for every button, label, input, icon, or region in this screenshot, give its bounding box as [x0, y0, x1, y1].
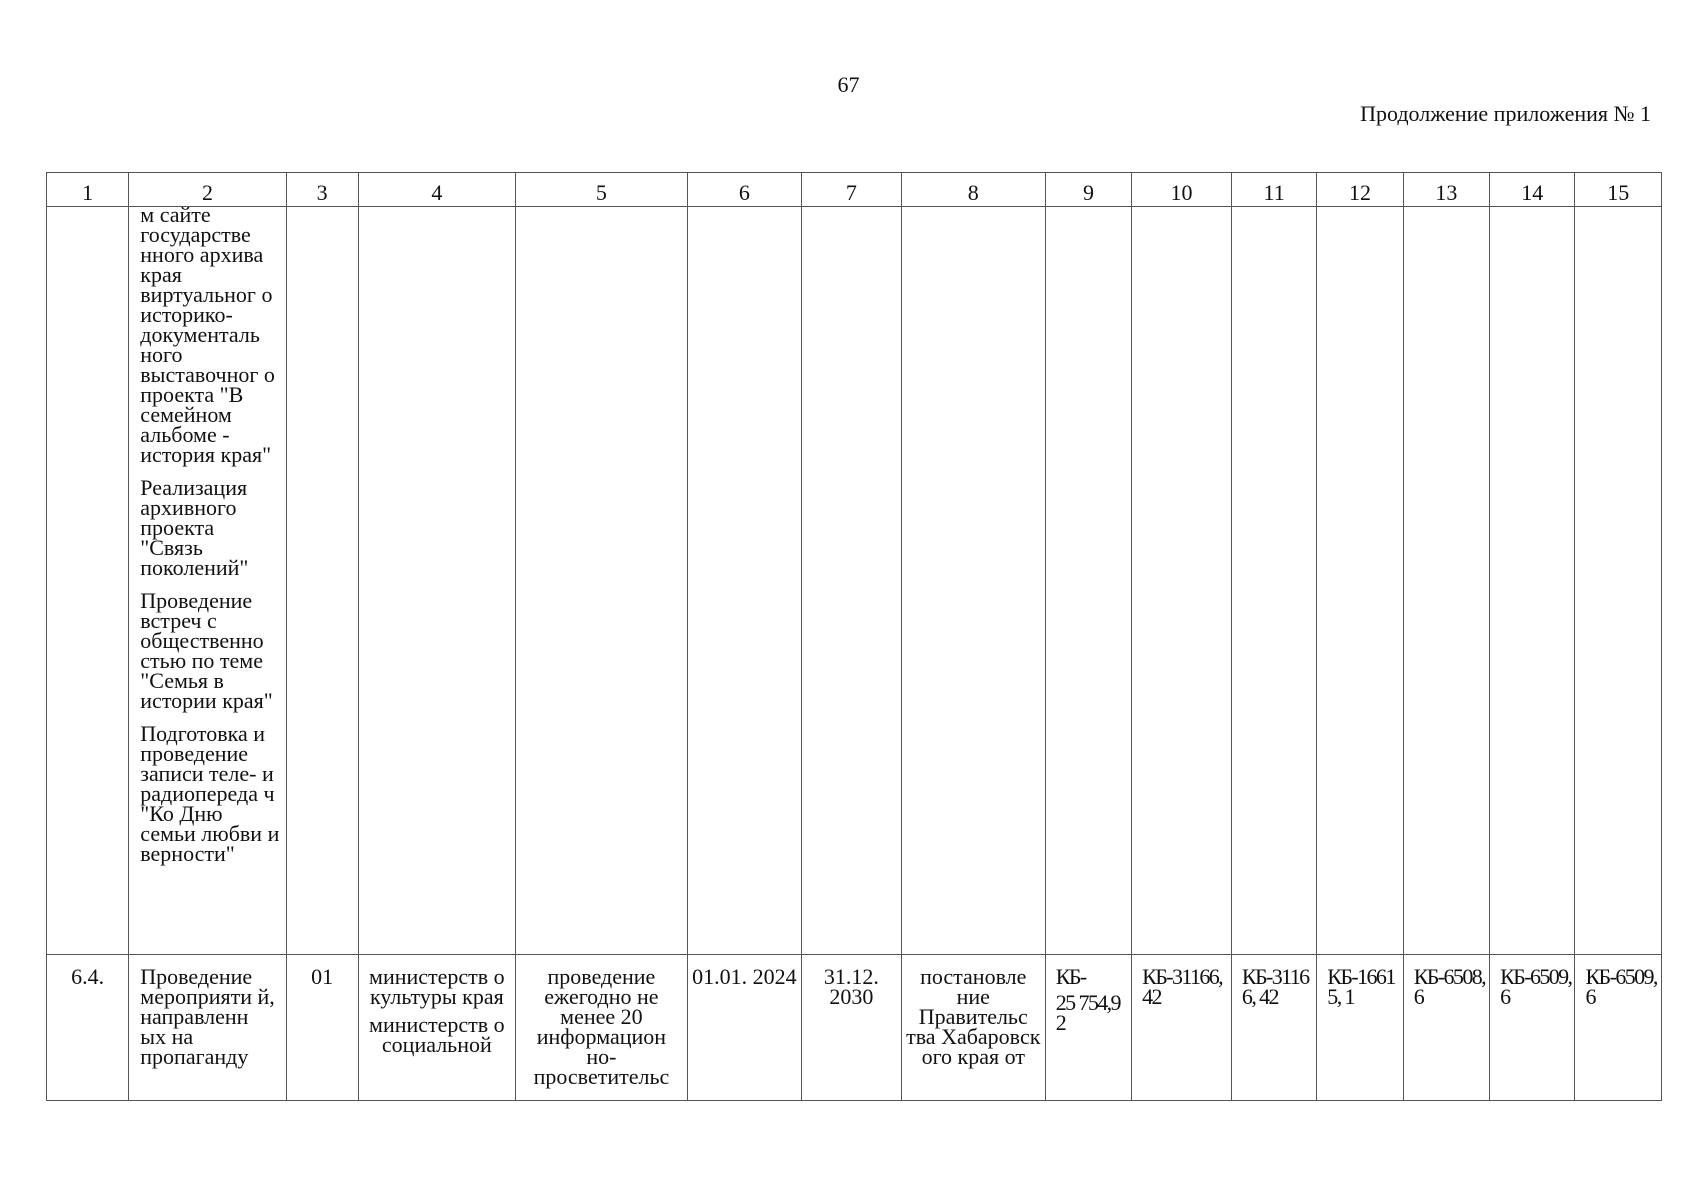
- table-cell: [901, 207, 1045, 955]
- column-number: 13: [1403, 173, 1489, 207]
- funding-value: КБ-16615, 1: [1327, 964, 1395, 1009]
- table-cell: [47, 207, 129, 955]
- program-table: [46, 172, 1662, 1101]
- column-number: 12: [1317, 173, 1403, 207]
- column-number: 4: [358, 173, 515, 207]
- column-number: 2: [129, 173, 286, 207]
- table-cell: [1045, 955, 1131, 1101]
- table-cell: [687, 207, 801, 955]
- table-cell: [1132, 955, 1232, 1101]
- table-cell: [286, 207, 358, 955]
- event-code: 01: [311, 964, 334, 989]
- table-cell: [358, 955, 515, 1101]
- table-cell: [1403, 207, 1489, 955]
- table-cell: [1575, 955, 1662, 1101]
- column-number: 1: [47, 173, 129, 207]
- table-row-continued: [47, 207, 1662, 955]
- start-date: 01.01. 2024: [692, 964, 797, 989]
- table-cell: [1490, 207, 1575, 955]
- table-cell: [1317, 207, 1403, 955]
- funding-label: КБ-: [1055, 964, 1086, 989]
- event-text: Проведение встреч с общественно стью по теме "Семья в истории края": [140, 588, 273, 713]
- funding-value: КБ-31166, 42: [1241, 964, 1309, 1009]
- column-number: 14: [1490, 173, 1575, 207]
- column-number-row: [47, 173, 1662, 207]
- table-cell: [687, 955, 801, 1101]
- funding-value: КБ-6508,6: [1413, 964, 1486, 1009]
- table-cell: [1045, 207, 1131, 955]
- table-cell: [129, 207, 286, 955]
- table-cell: [129, 955, 286, 1101]
- table-cell: [1575, 207, 1662, 955]
- table-cell: [801, 207, 901, 955]
- table-cell: [286, 955, 358, 1101]
- executor-text: министерств о социальной: [369, 1012, 505, 1057]
- funding-value: КБ-31166,42: [1142, 964, 1223, 1009]
- event-name: Проведение мероприяти й, направленн ых на пропаганду: [140, 964, 275, 1069]
- column-number: 7: [801, 173, 901, 207]
- table-row-6-4: [47, 955, 1662, 1101]
- column-number: 15: [1575, 173, 1662, 207]
- column-number: 3: [286, 173, 358, 207]
- legal-basis: постановле ние Правительс тва Хабаровск ого края от: [906, 964, 1041, 1069]
- event-text: Подготовка и проведение записи теле- и радиопереда ч "Ко Дню семьи любви и верности": [140, 721, 280, 866]
- table-cell: [1231, 955, 1316, 1101]
- table-cell: [47, 955, 129, 1101]
- table-cell: [1490, 955, 1575, 1101]
- column-number: 6: [687, 173, 801, 207]
- end-date: 31.12. 2030: [823, 964, 879, 1009]
- event-text: м сайте государстве нного архива края виртуальног о историко-документаль ного выставочног о проекта "В семейном альбоме - история края": [140, 207, 275, 467]
- expected-result: проведение ежегодно не менее 20 информацион но-просветительс: [533, 964, 670, 1089]
- column-number: 10: [1132, 173, 1232, 207]
- column-number: 11: [1231, 173, 1316, 207]
- page-number: 67: [837, 72, 860, 97]
- table-cell: [1132, 207, 1232, 955]
- executor-text: министерств о культуры края: [369, 964, 505, 1009]
- table-cell: [1403, 955, 1489, 1101]
- funding-value: 25 754,92: [1055, 990, 1120, 1035]
- table-cell: [358, 207, 515, 955]
- column-number: 5: [516, 173, 688, 207]
- table-cell: [1231, 207, 1316, 955]
- funding-value: КБ-6509,6: [1585, 964, 1657, 1009]
- appendix-note: Продолжение приложения № 1: [1360, 101, 1651, 126]
- funding-value: КБ-6509,6: [1500, 964, 1572, 1009]
- table-cell: [516, 955, 688, 1101]
- table-cell: [1317, 955, 1403, 1101]
- column-number: 9: [1045, 173, 1131, 207]
- event-text: Реализация архивного проекта "Связь поколений": [140, 475, 249, 580]
- table-cell: [801, 955, 901, 1101]
- column-number: 8: [901, 173, 1045, 207]
- row-number: 6.4.: [71, 964, 105, 989]
- table-cell: [516, 207, 688, 955]
- table-cell: [901, 955, 1045, 1101]
